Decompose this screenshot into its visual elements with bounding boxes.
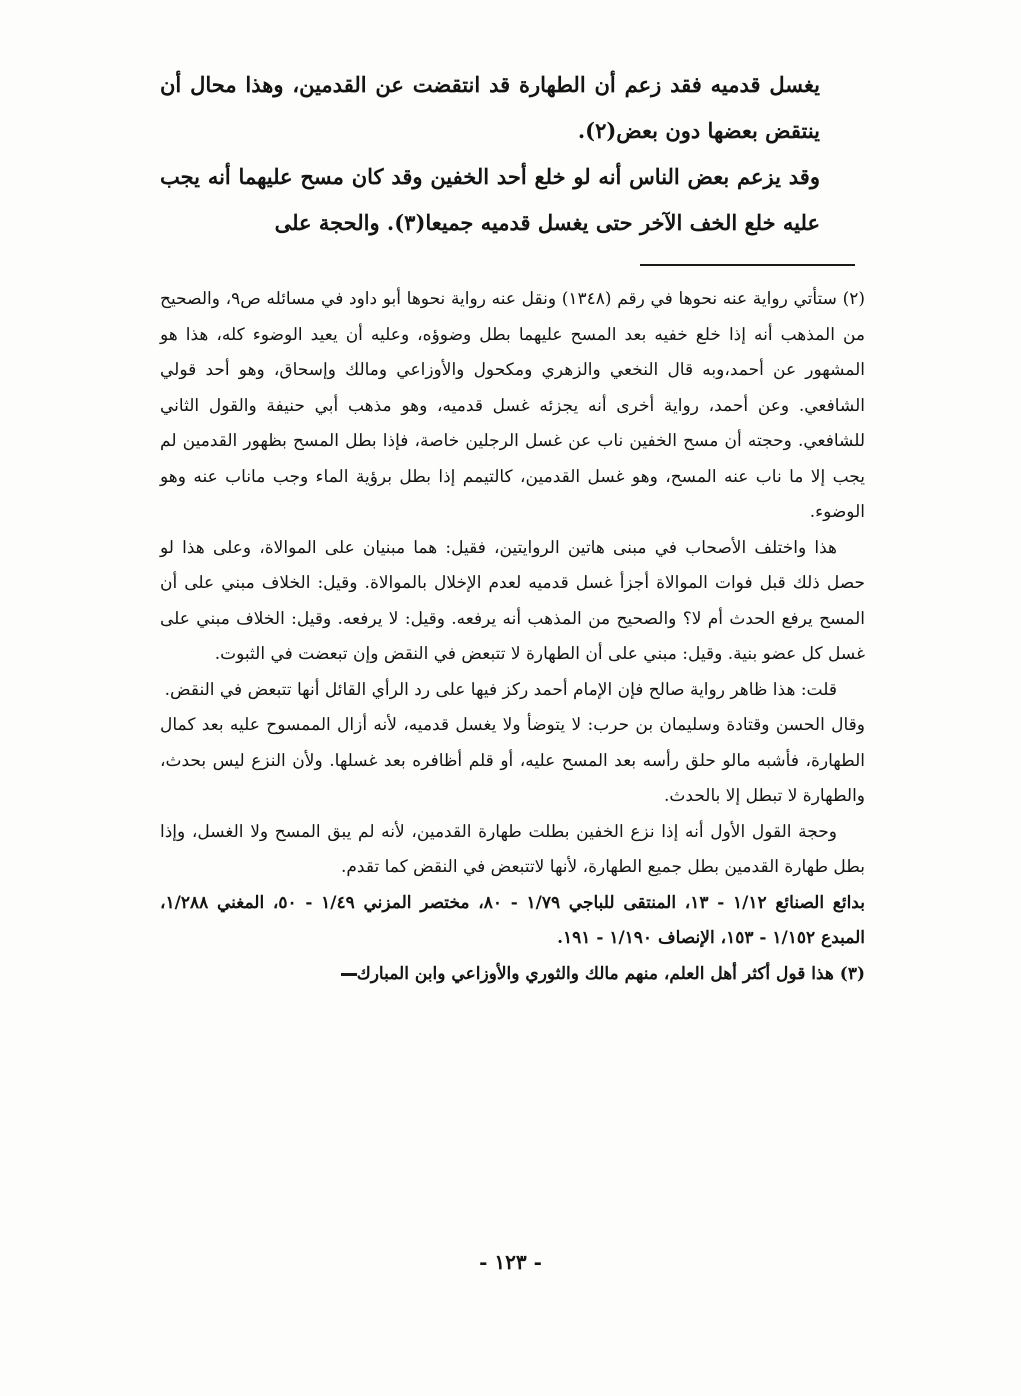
footnote-2-paragraph-2: هذا واختلف الأصحاب في مبنى هاتين الروايتين، فقيل: هما مبنيان على الموالاة، وعلى هذا لو حصل ذلك قبل فوات الموالاة أجزأ غسل قدميه لعدم الإخلال بالموالاة. وقيل: الخلاف مبني على أن المسح يرفع الحدث أم لا؟ والصحيح من المذهب أنه يرفعه. وقيل: لا يرفعه. وقيل: الخلاف مبني على غسل كل عضو بنية. وقيل: مبني على أن الطهارة لا تتبعض في النقض وإن تبعضت في الثبوت.: [160, 537, 865, 664]
footnote-2-paragraph-1: (٢) ستأتي رواية عنه نحوها في رقم (١٣٤٨) ونقل عنه رواية نحوها أبو داود في مسائله ص٩، والصحيح من المذهب أنه إذا خلع خفيه بعد المسح عليهما بطل وضوؤه، وعليه أن يعيد الوضوء كله، هذا هو المشهور عن أحمد،وبه قال النخعي والزهري ومكحول والأوزاعي ومالك وإسحاق، وهو أحد قولي الشافعي. وعن أحمد، رواية أخرى أنه يجزئه غسل قدميه، وهو مذهب أبي حنيفة والقول الثاني للشافعي. وحجته أن مسح الخفين ناب عن غسل الرجلين خاصة، فإذا بطل المسح بظهور القدمين لم يجب إلا ما ناب عنه المسح، وهو غسل القدمين، كالتيمم إذا بطل برؤية الماء وجب ماناب عنه وهو الوضوء.: [160, 289, 866, 522]
footnote-2-references: بدائع الصنائع ١/١٢ - ١٣، المنتقى للباجي ١/٧٩ - ٨٠، مختصر المزني ١/٤٩ - ٥٠، المغني ١/٢٨٨، المبدع ١/١٥٢ - ١٥٣، الإنصاف ١/١٩٠ - ١٩١.: [160, 892, 865, 948]
page-number: - ١٢٣ -: [479, 1250, 542, 1274]
main-paragraph-2: وقد يزعم بعض الناس أنه لو خلع أحد الخفين وقد كان مسح عليهما أنه يجب عليه خلع الخف الآخر حتى يغسل قدميه جميعا(٣). والحجة على: [160, 164, 820, 235]
footnote-3-line: [160, 957, 865, 993]
footnote-3-text: (٣) هذا قول أكثر أهل العلم، منهم مالك والثوري والأوزاعي وابن المبارك: [356, 963, 865, 984]
footnotes: [160, 282, 865, 992]
footnote-2-paragraph-4: وقال الحسن وقتادة وسليمان بن حرب: لا يتوضأ ولا يغسل قدميه، لأنه أزال الممسوح عليه بعد كمال الطهارة، فأشبه مالو حلق رأسه بعد المسح عليه، أو قلم أظافره بعد غسلها. ولأن النزع ليس بحدث، والطهارة لا تبطل إلا بالحدث.: [160, 715, 865, 806]
continuation-mark-icon: [341, 973, 357, 976]
main-paragraph-1: يغسل قدميه فقد زعم أن الطهارة قد انتقضت عن القدمين، وهذا محال أن ينتقض بعضها دون بعض(٢).: [160, 72, 820, 143]
main-text: [160, 62, 820, 246]
footnote-2-paragraph-5: وحجة القول الأول أنه إذا نزع الخفين بطلت طهارة القدمين، لأنه لم يبق المسح ولا الغسل، وإذا بطل طهارة القدمين بطل جميع الطهارة، لأنها لاتتبعض في النقض كما تقدم.: [160, 821, 865, 877]
footnote-separator: [640, 264, 855, 266]
footnote-2-paragraph-3: قلت: هذا ظاهر رواية صالح فإن الإمام أحمد ركز فيها على رد الرأي القائل أنها تتبعض في النقض.: [164, 679, 837, 700]
